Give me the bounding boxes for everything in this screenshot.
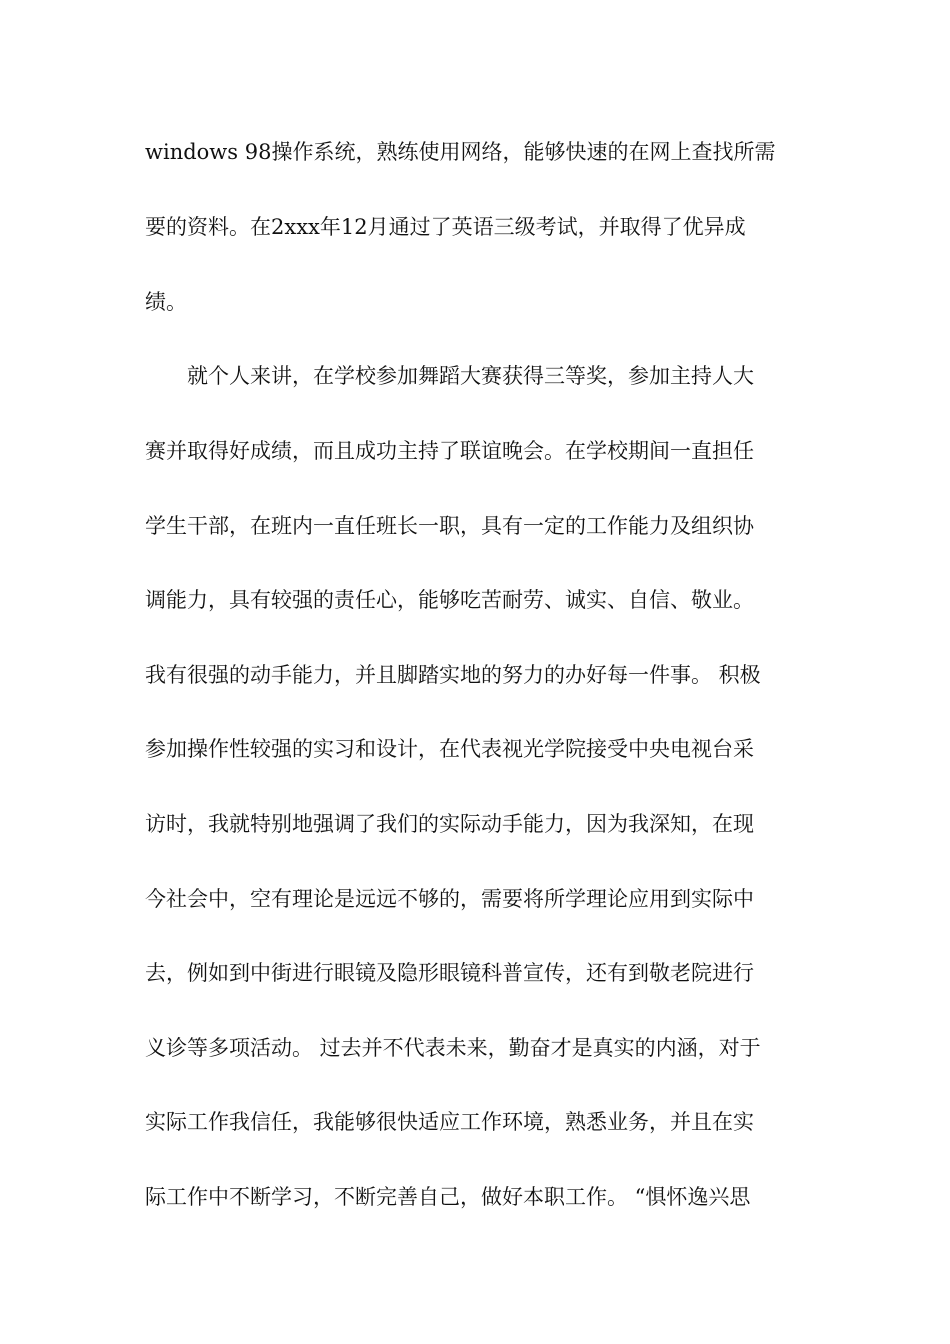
text-line: 访时，我就特别地强调了我们的实际动手能力，因为我深知，在现 [145, 812, 754, 836]
text-line: 赛并取得好成绩，而且成功主持了联谊晚会。在学校期间一直担任 [145, 439, 754, 463]
text-line: windows 98操作系统，熟练使用网络，能够快速的在网上查找所需 [145, 140, 776, 164]
text-line: 今社会中，空有理论是远远不够的，需要将所学理论应用到实际中 [145, 887, 754, 911]
text-line: 我有很强的动手能力，并且脚踏实地的努力的办好每一件事。 积极 [145, 663, 761, 687]
text-line: 参加操作性较强的实习和设计，在代表视光学院接受中央电视台采 [145, 737, 754, 761]
text-line: 调能力，具有较强的责任心，能够吃苦耐劳、诚实、自信、敬业。 [145, 588, 754, 612]
text-line: 去，例如到中街进行眼镜及隐形眼镜科普宣传，还有到敬老院进行 [145, 961, 754, 985]
text-line: 际工作中不断学习，不断完善自己，做好本职工作。 “惧怀逸兴思 [145, 1185, 751, 1209]
text-line: 实际工作我信任，我能够很快适应工作环境，熟悉业务，并且在实 [145, 1110, 754, 1134]
text-line: 要的资料。在2xxx年12月通过了英语三级考试，并取得了优异成 [145, 215, 746, 239]
text-line: 义诊等多项活动。 过去并不代表未来，勤奋才是真实的内涵，对于 [145, 1036, 761, 1060]
text-line: 绩。 [145, 290, 187, 314]
text-line: 学生干部，在班内一直任班长一职，具有一定的工作能力及组织协 [145, 514, 754, 538]
text-line: 就个人来讲，在学校参加舞蹈大赛获得三等奖，参加主持人大 [187, 364, 754, 388]
